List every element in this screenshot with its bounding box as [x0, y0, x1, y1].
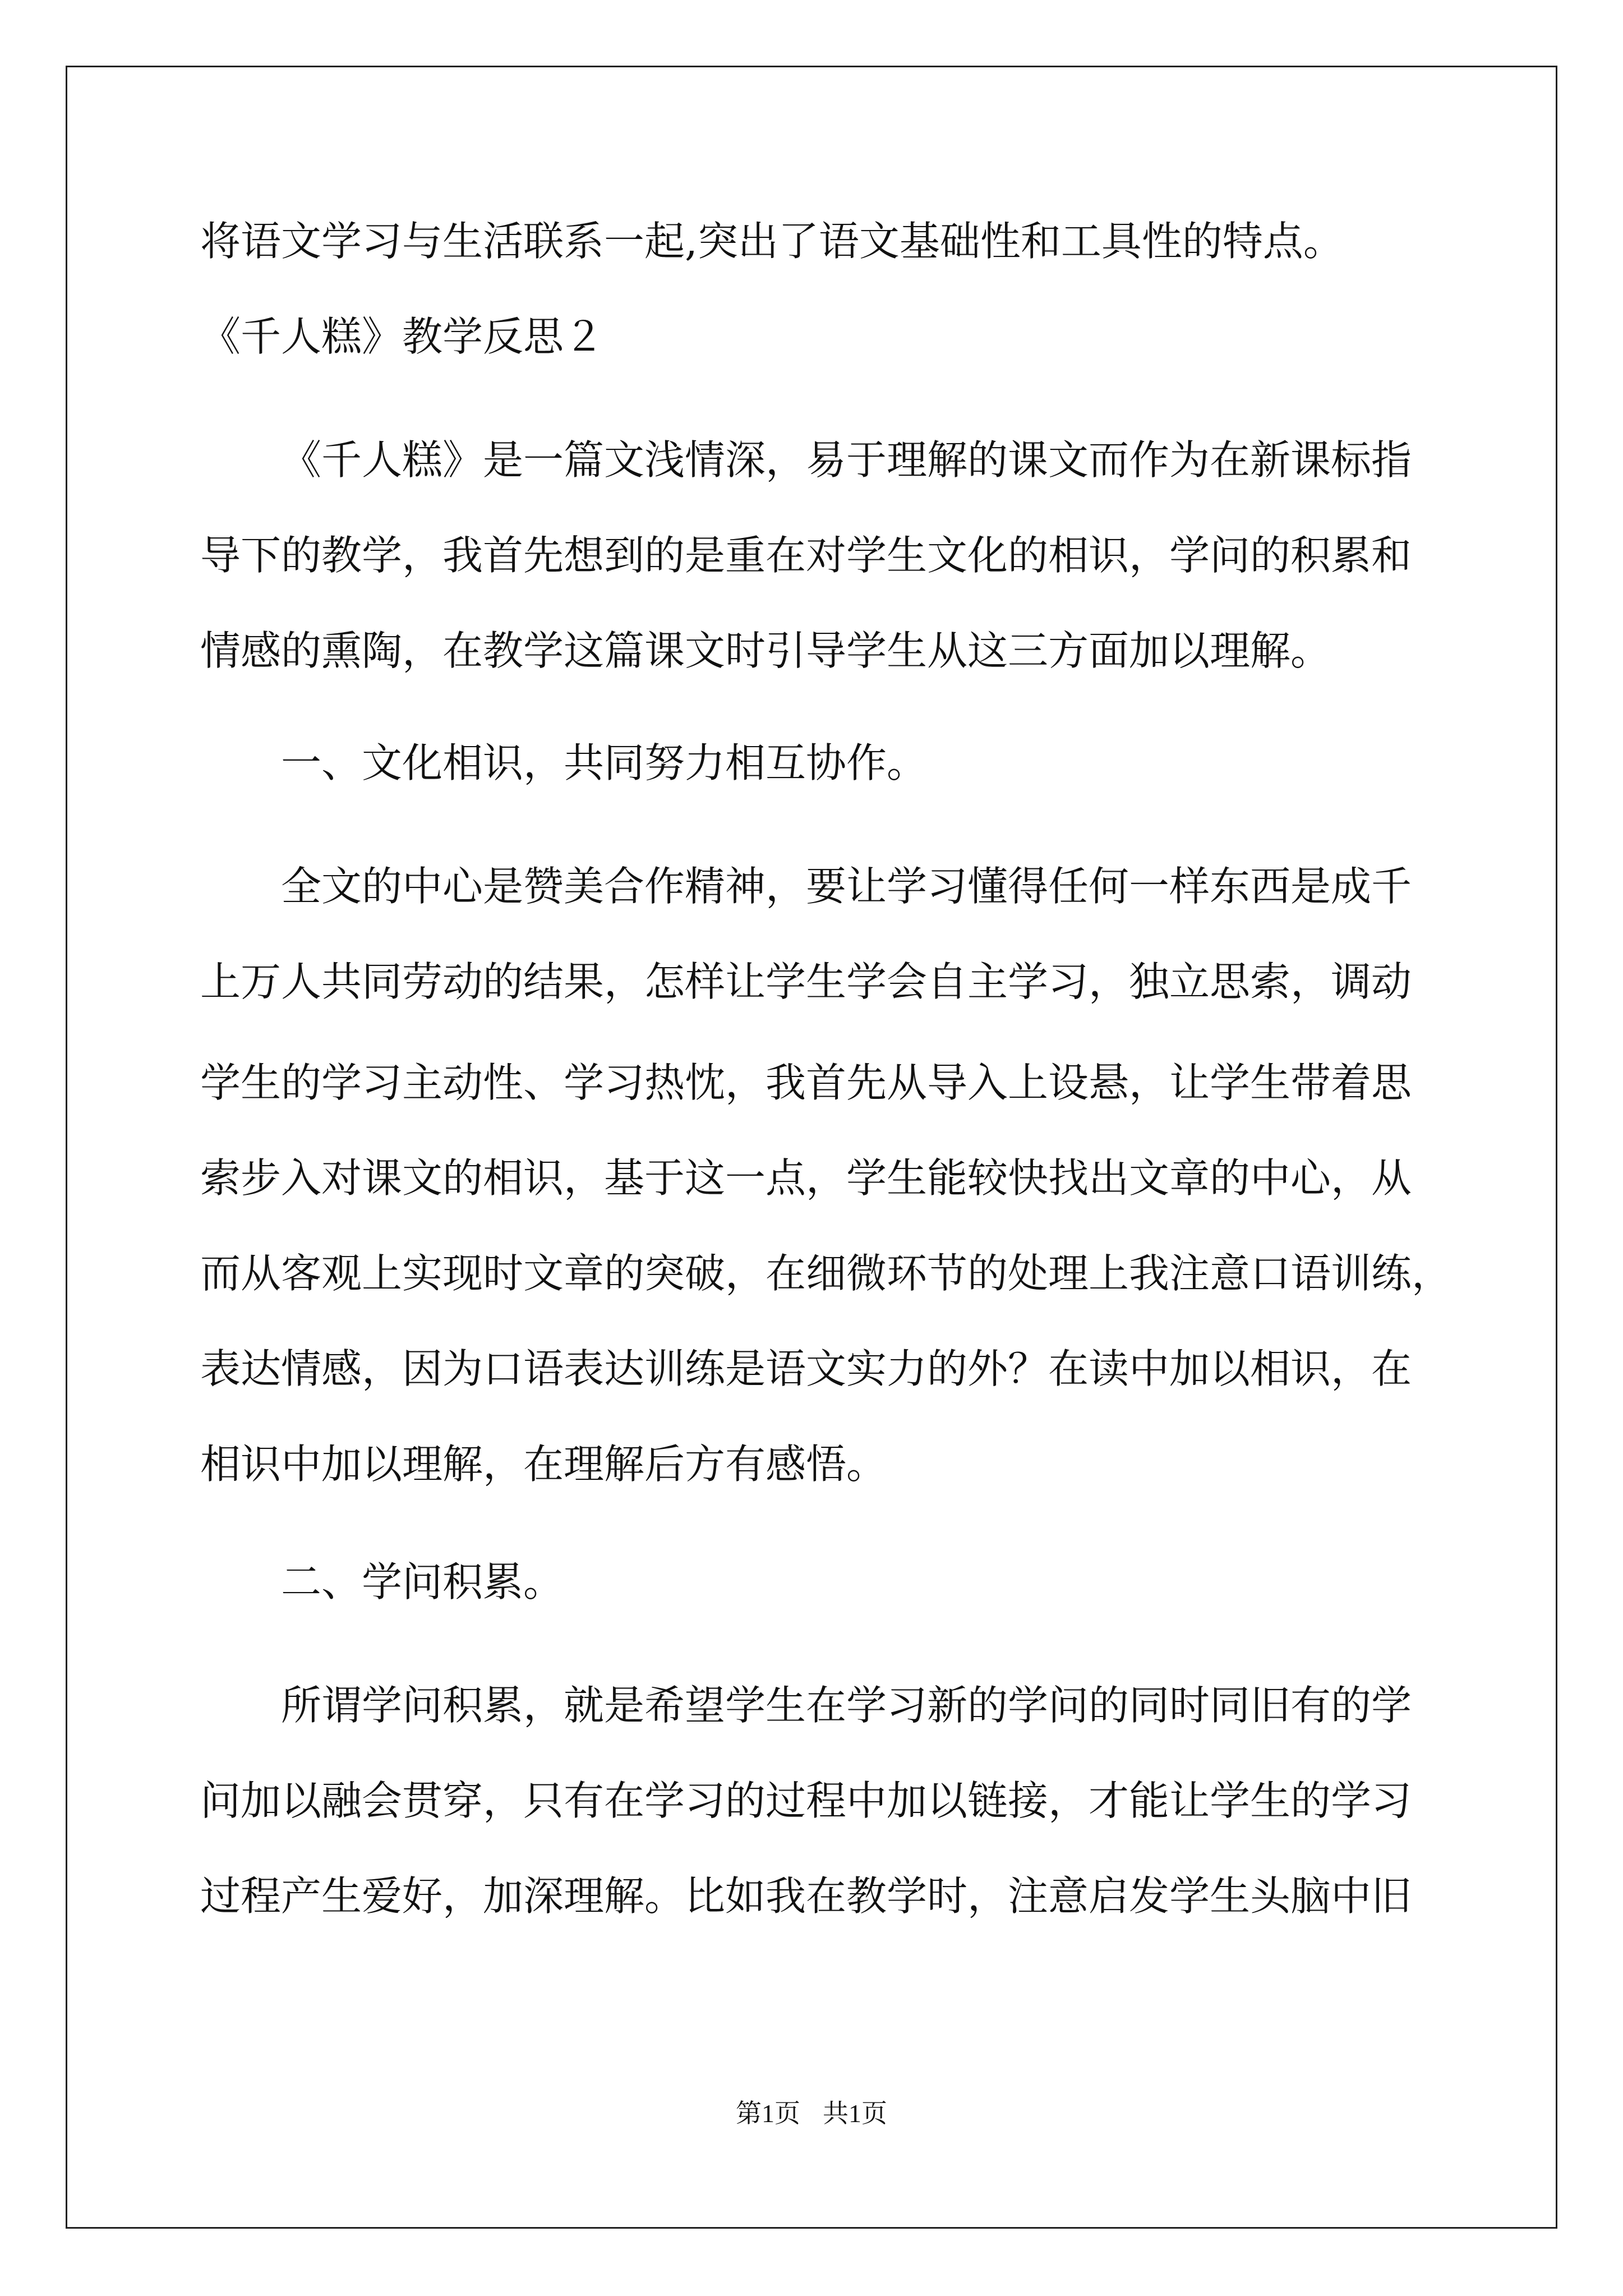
page-total: 共1页: [823, 2099, 887, 2128]
page-footer: [0, 2097, 1623, 2131]
section-title: 《千人糕》教学反思２: [200, 313, 605, 360]
paragraph-line: 《千人糕》是一篇文浅情深，易于理解的课文而作为在新课标指: [281, 436, 1412, 484]
paragraph-line: 而从客观上实现时文章的突破，在细微环节的处理上我注意口语训练，: [200, 1250, 1453, 1297]
text-line: 将语文学习与生活联系一起,突出了语文基础性和工具性的特点。: [200, 218, 1344, 265]
subheading: 一、文化相识，共同努力相互协作。: [281, 739, 928, 786]
paragraph-line: 相识中加以理解，在理解后方有感悟。: [200, 1441, 887, 1488]
paragraph-line: 导下的教学，我首先想到的是重在对学生文化的相识，学问的积累和: [200, 532, 1412, 579]
paragraph-line: 上万人共同劳动的结果，怎样让学生学会自主学习，独立思索，调动: [200, 958, 1412, 1005]
paragraph-line: 问加以融会贯穿，只有在学习的过程中加以链接，才能让学生的学习: [200, 1777, 1412, 1824]
subheading: 二、学问积累。: [281, 1558, 564, 1605]
paragraph-line: 情感的熏陶，在教学这篇课文时引导学生从这三方面加以理解。: [200, 627, 1331, 674]
paragraph-line: 索步入对课文的相识，基于这一点，学生能较快找出文章的中心，从: [200, 1154, 1412, 1202]
paragraph-line: 全文的中心是赞美合作精神，要让学习懂得任何一样东西是成千: [281, 863, 1412, 910]
paragraph-line: 学生的学习主动性、学习热忱，我首先从导入上设悬，让学生带着思: [200, 1059, 1412, 1106]
paragraph-line: 过程产生爱好，加深理解。比如我在教学时，注意启发学生头脑中旧: [200, 1872, 1412, 1920]
page-number: 第1页: [736, 2099, 800, 2128]
paragraph-line: 表达情感，因为口语表达训练是语文实力的外？在读中加以相识，在: [200, 1345, 1412, 1392]
paragraph-line: 所谓学问积累，就是希望学生在学习新的学问的同时同旧有的学: [281, 1682, 1412, 1729]
